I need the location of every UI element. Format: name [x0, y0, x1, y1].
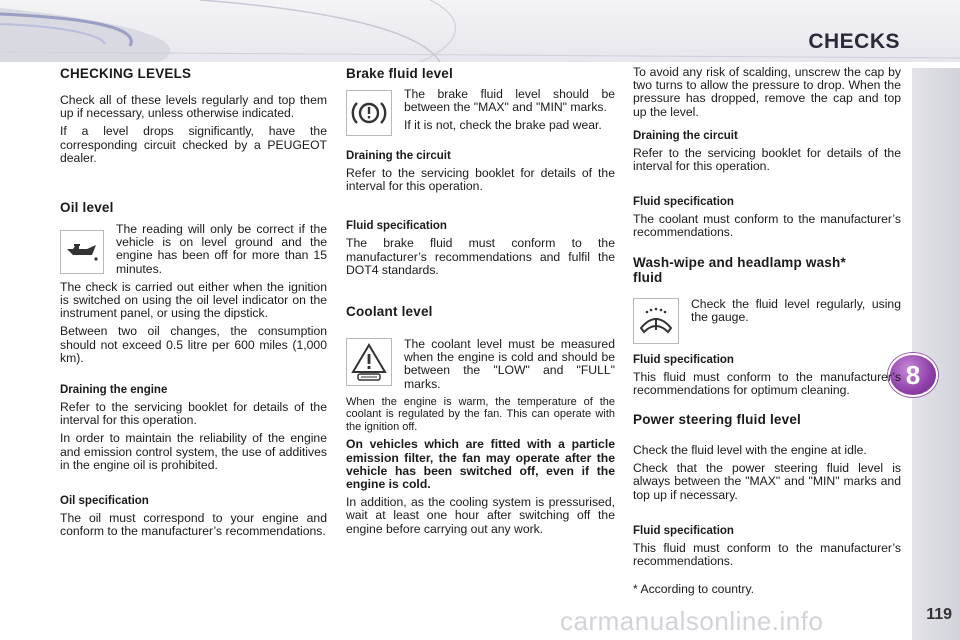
paragraph: If a level drops significantly, have the corresponding circuit checked by a PEUGEOT dealer. — [60, 124, 327, 165]
paragraph: Refer to the servicing booklet for details of the interval for this operation. — [633, 145, 901, 174]
column-3 — [633, 66, 901, 601]
windscreen-washer-icon — [633, 298, 679, 344]
paragraph: To avoid any risk of scalding, unscrew the cap by two turns to allow the pressure to drop. When the pressure has dropped, remove the cap and top up the level. — [633, 65, 901, 119]
paragraph: This fluid must conform to the manufacturer’s recommendations for optimum cleaning. — [633, 369, 901, 397]
section-title-checking-levels: CHECKING LEVELS — [60, 66, 192, 81]
paragraph: The brake fluid level should be between the "MAX" and "MIN" marks. — [404, 87, 615, 115]
page-number: 119 — [926, 606, 952, 623]
paragraph: This fluid must conform to the manufacturer’s recommendations. — [633, 540, 901, 569]
page-title: CHECKS — [808, 30, 900, 53]
chapter-tab[interactable]: 8 — [888, 353, 938, 397]
paragraph: The brake fluid must conform to the manufacturer’s recommendations and fulfil the DOT4 standards. — [346, 236, 615, 277]
column-1 — [60, 66, 327, 543]
subsection-title-draining-circuit: Draining the circuit — [633, 129, 738, 142]
paragraph: The coolant must conform to the manufacturer’s recommendations. — [633, 212, 901, 240]
footnote: * According to country. — [633, 582, 755, 597]
section-title-oil-level: Oil level — [60, 200, 114, 216]
subsection-title-fluid-specification: Fluid specification — [633, 353, 734, 366]
paragraph: If it is not, check the brake pad wear. — [404, 118, 602, 133]
paragraph: Check the fluid level regularly, using the gauge. — [691, 296, 901, 324]
subsection-title-fluid-specification: Fluid specification — [346, 220, 447, 233]
section-title-wash-wipe: Wash-wipe and headlamp wash* fluid — [633, 254, 846, 285]
paragraph: Check all of these levels regularly and top them up if necessary, unless otherwise indicated. — [60, 93, 327, 121]
paragraph: Check that the power steering fluid level is always between the "MAX" and "MIN" marks and top up if necessary. — [633, 461, 901, 502]
paragraph: In order to maintain the reliability of the engine and emission control system, the use of additives in the engine oil is prohibited. — [60, 431, 327, 472]
paragraph: When the engine is warm, the temperature of the coolant is regulated by the fan. This can operate with the ignition off. — [346, 395, 615, 433]
subsection-title-fluid-specification: Fluid specification — [633, 196, 734, 209]
paragraph-bold: On vehicles which are fitted with a particle emission filter, the fan may operate after the vehicle has been switched off, even if the engine is cold. — [346, 437, 615, 491]
section-title-brake-fluid-level: Brake fluid level — [346, 66, 453, 81]
coolant-warning-icon — [346, 338, 392, 386]
section-title-power-steering: Power steering fluid level — [633, 412, 801, 428]
paragraph: The reading will only be correct if the vehicle is on level ground and the engine has been off for more than 15 minutes. — [116, 222, 327, 276]
paragraph: Between two oil changes, the consumption should not exceed 0.5 litre per 600 miles (1,000 km). — [60, 324, 327, 365]
subsection-title-draining-circuit: Draining the circuit — [346, 150, 451, 162]
oil-can-icon — [60, 230, 104, 274]
paragraph: Check the fluid level with the engine at idle. — [633, 443, 867, 458]
paragraph: Refer to the servicing booklet for details of the interval for this operation. — [346, 166, 615, 194]
paragraph: Refer to the servicing booklet for details of the interval for this operation. — [60, 400, 327, 428]
column-2 — [346, 66, 615, 541]
subsection-title-fluid-specification: Fluid specification — [633, 524, 734, 537]
paragraph: The check is carried out either when the ignition is switched on using the oil level indicator on the instrument panel, or using the dipstick. — [60, 279, 327, 321]
subsection-title-draining-engine: Draining the engine — [60, 384, 168, 397]
section-title-coolant-level: Coolant level — [346, 304, 433, 320]
paragraph: In addition, as the cooling system is pressurised, wait at least one hour after switching off the engine before carrying out any work. — [346, 495, 615, 536]
subsection-title-oil-specification: Oil specification — [60, 495, 149, 508]
paragraph: The oil must correspond to your engine and conform to the manufacturer’s recommendations. — [60, 511, 327, 539]
paragraph: The coolant level must be measured when the engine is cold and should be between the "LOW" and "FULL" marks. — [404, 337, 615, 391]
watermark: carmanualsonline.info — [560, 606, 824, 636]
brake-warning-icon — [346, 90, 392, 136]
